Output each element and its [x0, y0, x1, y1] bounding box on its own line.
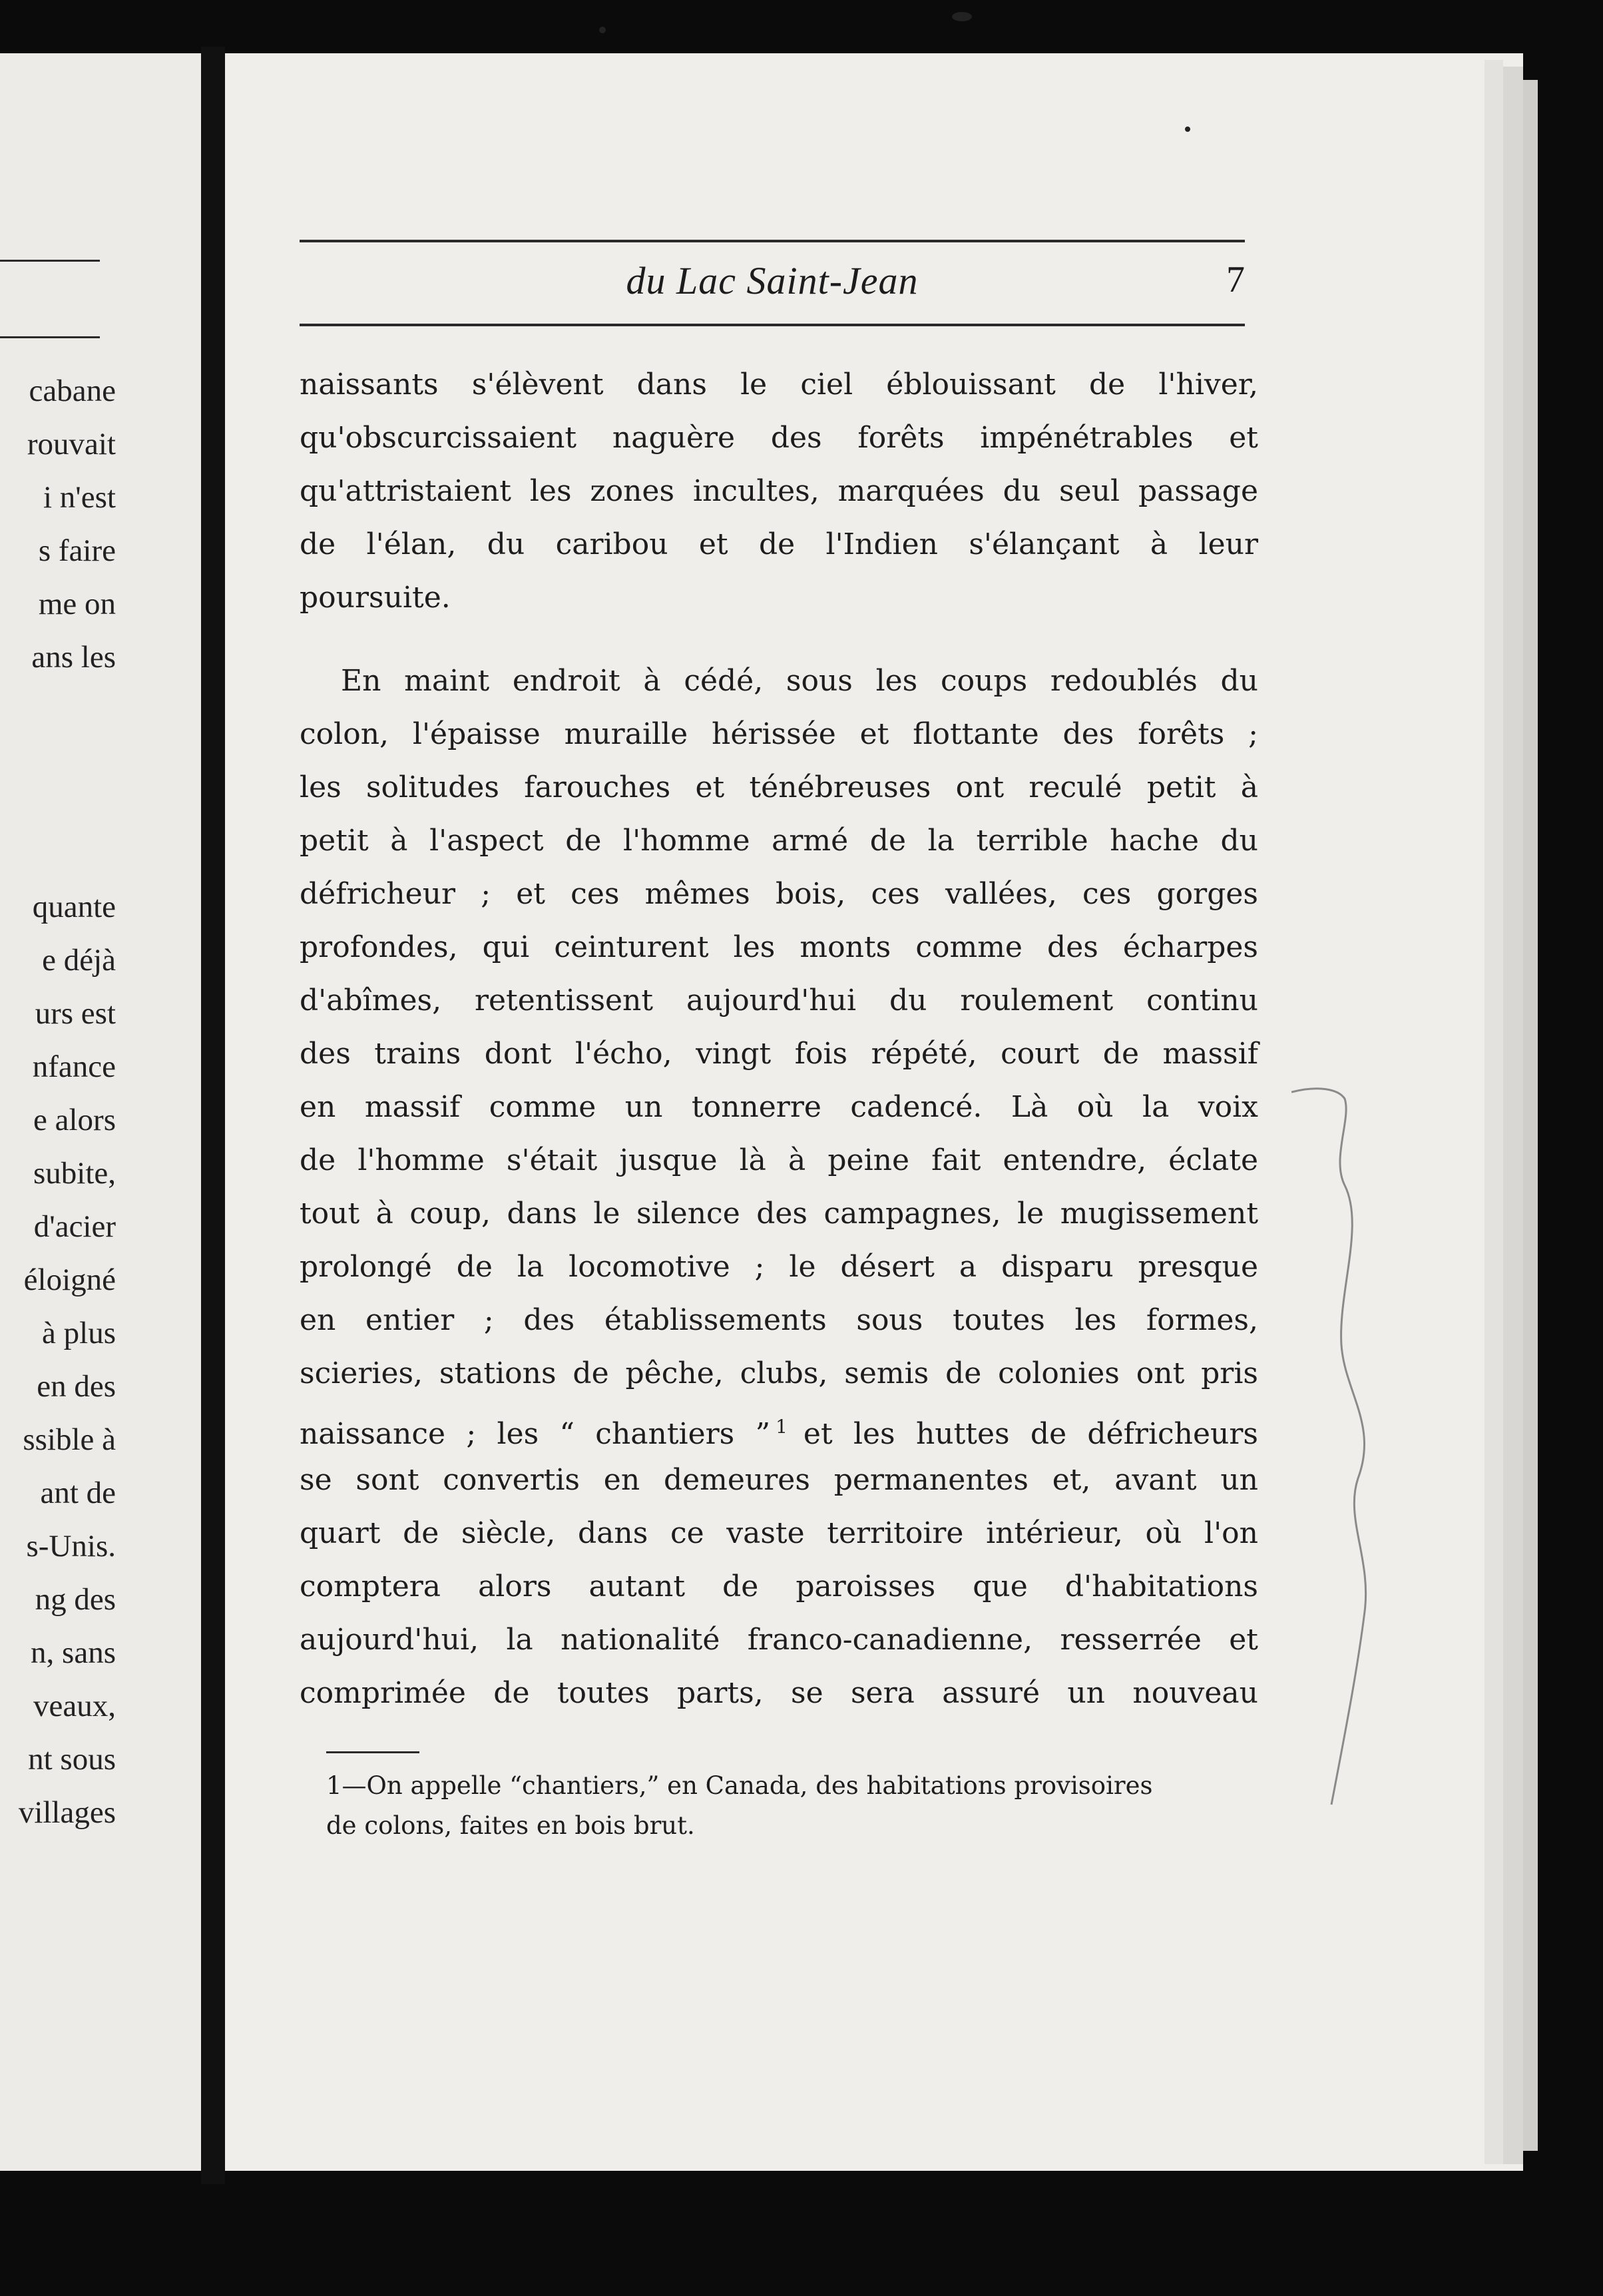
text-line: comptera alors autant de paroisses que d'habitations	[300, 1570, 1258, 1603]
header-rule-bottom	[300, 324, 1245, 326]
running-title: du Lac Saint-Jean	[626, 259, 919, 302]
left-fragment: s-Unis.	[26, 1529, 116, 1564]
text-line: colon, l'épaisse muraille hérissée et flottante des forêts ;	[300, 717, 1258, 751]
left-fragment: quante	[32, 890, 116, 924]
left-fragment: ng des	[35, 1582, 116, 1617]
text-line: de l'homme s'était jusque là à peine fait entendre, éclate	[300, 1143, 1258, 1177]
footnote-marker[interactable]: 1	[776, 1416, 788, 1438]
text-line: prolongé de la locomotive ; le désert a disparu presque	[300, 1250, 1258, 1284]
footnote-line: 1—On appelle “chantiers,” en Canada, des habitations provisoires	[326, 1771, 1153, 1800]
text-line-end: et les huttes de défricheurs	[803, 1416, 1258, 1451]
left-fragment: à plus	[42, 1316, 116, 1350]
running-head	[300, 258, 1245, 305]
left-fragment: rouvait	[27, 427, 116, 461]
text-line-with-note	[300, 1407, 1258, 1454]
left-fragment: veaux,	[33, 1689, 116, 1723]
left-fragment: e déjà	[42, 943, 116, 978]
text-line: tout à coup, dans le silence des campagnes, le mugissement	[300, 1197, 1258, 1231]
left-fragment: villages	[18, 1795, 116, 1830]
scan-speck	[1185, 127, 1190, 132]
left-fragment: ant de	[40, 1476, 116, 1510]
text-line: profondes, qui ceinturent les monts comme des écharpes	[300, 930, 1258, 964]
left-fragment: en des	[37, 1369, 116, 1404]
text-line: petit à l'aspect de l'homme armé de la terrible hache du	[300, 824, 1258, 858]
text-line: défricheur ; et ces mêmes bois, ces vallées, ces gorges	[300, 877, 1258, 911]
page-edge	[1523, 80, 1538, 2151]
text-line: En maint endroit à cédé, sous les coups redoublés du	[341, 664, 1258, 698]
text-line: de l'élan, du caribou et de l'Indien s'élançant à leur	[300, 527, 1258, 561]
text-line: qu'attristaient les zones incultes, marquées du seul passage	[300, 474, 1258, 508]
text-line: comprimée de toutes parts, se sera assuré un nouveau	[300, 1676, 1258, 1710]
book-gutter	[201, 47, 225, 2184]
left-fragment: ans les	[31, 640, 116, 675]
text-line: en entier ; des établissements sous toutes les formes,	[300, 1303, 1258, 1337]
text-line: d'abîmes, retentissent aujourd'hui du roulement continu	[300, 984, 1258, 1017]
left-fragment: me on	[38, 587, 116, 621]
left-fragment: nt sous	[28, 1742, 116, 1777]
page-edge	[1485, 60, 1503, 2164]
text-line: en massif comme un tonnerre cadencé. Là où la voix	[300, 1090, 1258, 1124]
left-fragment: s faire	[38, 533, 116, 568]
text-line: quart de siècle, dans ce vaste territoire intérieur, où l'on	[300, 1516, 1258, 1550]
text-line: aujourd'hui, la nationalité franco-canadienne, resserrée et	[300, 1623, 1258, 1657]
text-line: se sont convertis en demeures permanentes et, avant un	[300, 1463, 1258, 1497]
left-fragment: ssible à	[23, 1422, 116, 1457]
text-line: poursuite.	[300, 581, 451, 615]
page-edge	[1503, 67, 1523, 2164]
text-line: naissants s'élèvent dans le ciel éblouissant de l'hiver,	[300, 368, 1258, 402]
text-line: les solitudes farouches et ténébreuses ont reculé petit à	[300, 770, 1258, 804]
text-line: des trains dont l'écho, vingt fois répété, court de massif	[300, 1037, 1258, 1071]
footnote-rule	[326, 1751, 419, 1753]
left-fragment: subite,	[33, 1156, 116, 1191]
text-line-start: naissance ; les “ chantiers ”	[300, 1416, 771, 1451]
left-fragment: urs est	[35, 996, 116, 1031]
left-header-rule-top	[0, 260, 100, 262]
left-header-rule-bottom	[0, 336, 100, 338]
left-fragment: éloigné	[23, 1263, 116, 1297]
text-line: qu'obscurcissaient naguère des forêts impénétrables et	[300, 421, 1258, 455]
pencil-bracket-mark	[1291, 1079, 1391, 1811]
scan-speck	[952, 12, 972, 21]
left-fragment: cabane	[29, 374, 116, 408]
left-fragment: n, sans	[31, 1635, 116, 1670]
left-fragment: d'acier	[33, 1209, 116, 1244]
footnote-line: de colons, faites en bois brut.	[326, 1811, 695, 1840]
header-rule-top	[300, 240, 1245, 242]
scan-speck	[599, 27, 606, 33]
left-fragment: e alors	[33, 1103, 116, 1137]
left-fragment: nfance	[32, 1049, 116, 1084]
previous-page-strip	[0, 53, 201, 2171]
text-line: scieries, stations de pêche, clubs, semis de colonies ont pris	[300, 1356, 1258, 1390]
left-fragment: i n'est	[43, 480, 116, 515]
page-number: 7	[1226, 259, 1245, 300]
